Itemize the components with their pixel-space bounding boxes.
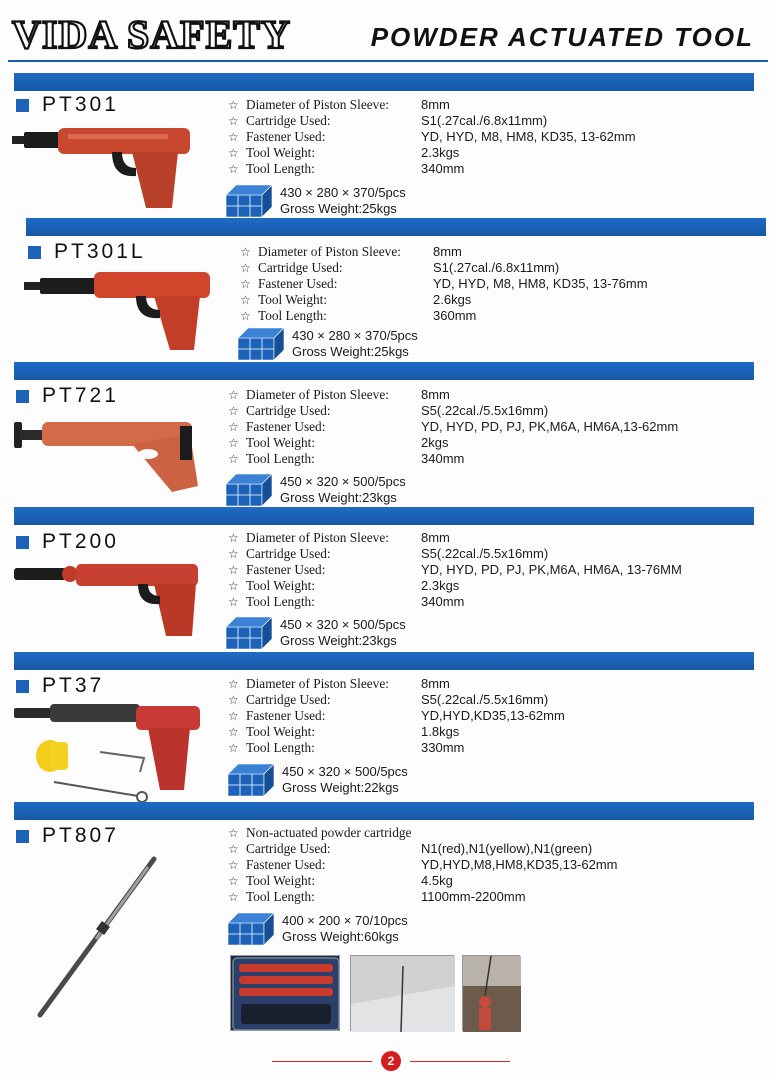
product-title xyxy=(16,824,119,848)
spec-row: ☆ Tool Weight: 2kgs xyxy=(228,435,449,450)
extension-pole-tool-image xyxy=(36,855,160,1019)
star-icon: ☆ xyxy=(228,114,239,128)
section-bar xyxy=(14,652,754,670)
bullet-square xyxy=(16,99,29,112)
page-number: 2 xyxy=(381,1051,401,1071)
carton-icon xyxy=(226,185,272,217)
packing-info: 450 × 320 × 500/5pcs Gross Weight:22kgs xyxy=(228,764,408,796)
nail-gun-image xyxy=(12,412,202,494)
product-title xyxy=(16,530,119,554)
spec-row: ☆ Cartridge Used: S5(.22cal./5.5x16mm) xyxy=(228,546,549,561)
packing-info: 400 × 200 × 70/10pcs Gross Weight:60kgs xyxy=(228,913,408,945)
spec-list xyxy=(240,244,648,324)
carton-icon xyxy=(228,913,274,945)
bullet-square xyxy=(16,390,29,403)
star-icon: ☆ xyxy=(228,826,239,840)
packing-info: 430 × 280 × 370/5pcs Gross Weight:25kgs xyxy=(238,328,418,360)
worker-using-tool-photo xyxy=(462,955,520,1031)
brand-logo xyxy=(10,8,291,57)
star-icon: ☆ xyxy=(228,98,239,112)
star-icon: ☆ xyxy=(228,146,239,160)
star-icon: ☆ xyxy=(228,531,239,545)
svg-text:VIDA SAFETY: VIDA SAFETY xyxy=(12,12,291,57)
product-name: PT807 xyxy=(42,824,119,847)
nail-gun-image xyxy=(14,702,204,806)
spec-row: ☆ Cartridge Used: S5(.22cal./5.5x16mm) xyxy=(228,403,549,418)
star-icon: ☆ xyxy=(228,677,239,691)
spec-list xyxy=(228,825,618,905)
star-icon: ☆ xyxy=(228,420,239,434)
star-icon: ☆ xyxy=(228,858,239,872)
bullet-square xyxy=(16,830,29,843)
spec-row: ☆ Tool Length: 340mm xyxy=(228,594,465,609)
spec-row: ☆ Tool Weight: 2.3kgs xyxy=(228,145,460,160)
product-name: PT200 xyxy=(42,530,119,553)
star-icon: ☆ xyxy=(228,547,239,561)
packing-info: 450 × 320 × 500/5pcs Gross Weight:23kgs xyxy=(226,617,406,649)
section-bar xyxy=(14,507,754,525)
spec-row: ☆ Fastener Used: YD, HYD, M8, HM8, KD35, 13-62mm xyxy=(228,129,636,144)
page-title: POWDER ACTUATED TOOL xyxy=(370,22,754,52)
star-icon: ☆ xyxy=(228,452,239,466)
spec-row: ☆ Diameter of Piston Sleeve: 8mm xyxy=(228,97,450,112)
spec-list xyxy=(228,97,636,177)
star-icon: ☆ xyxy=(240,245,251,259)
spec-row: ☆ Tool Weight: 2.6kgs xyxy=(240,292,472,307)
spec-row: ☆ Non-actuated powder cartridge xyxy=(228,825,412,840)
star-icon: ☆ xyxy=(228,130,239,144)
tool-kit-case-photo xyxy=(230,955,340,1031)
spec-row: ☆ Tool Length: 330mm xyxy=(228,740,465,755)
product-title xyxy=(28,240,146,264)
ceiling-installation-photo xyxy=(350,955,454,1031)
product-title xyxy=(16,674,104,698)
spec-list xyxy=(228,676,565,756)
spec-row: ☆ Fastener Used: YD, HYD, PD, PJ, PK,M6A, HM6A,13-62mm xyxy=(228,419,679,434)
star-icon: ☆ xyxy=(228,563,239,577)
spec-row: ☆ Diameter of Piston Sleeve: 8mm xyxy=(228,387,450,402)
star-icon: ☆ xyxy=(228,693,239,707)
spec-row: ☆ Tool Length: 340mm xyxy=(228,451,465,466)
nail-gun-image xyxy=(24,262,214,354)
spec-row: ☆ Diameter of Piston Sleeve: 8mm xyxy=(228,530,450,545)
spec-row: ☆ Tool Weight: 4.5kg xyxy=(228,873,453,888)
carton-icon xyxy=(226,617,272,649)
spec-row: ☆ Tool Length: 360mm xyxy=(240,308,477,323)
star-icon: ☆ xyxy=(228,741,239,755)
spec-row: ☆ Tool Weight: 1.8kgs xyxy=(228,724,460,739)
spec-row: ☆ Diameter of Piston Sleeve: 8mm xyxy=(240,244,462,259)
star-icon: ☆ xyxy=(228,874,239,888)
bullet-square xyxy=(16,536,29,549)
bullet-square xyxy=(16,680,29,693)
product-name: PT301L xyxy=(54,240,146,263)
star-icon: ☆ xyxy=(228,388,239,402)
packing-info: 430 × 280 × 370/5pcs Gross Weight:25kgs xyxy=(226,185,406,217)
spec-row: ☆ Diameter of Piston Sleeve: 8mm xyxy=(228,676,450,691)
product-title xyxy=(16,384,119,408)
nail-gun-image xyxy=(12,112,202,212)
star-icon: ☆ xyxy=(228,595,239,609)
spec-row: ☆ Tool Length: 1100mm-2200mm xyxy=(228,889,526,904)
header-rule xyxy=(8,60,768,62)
spec-row: ☆ Tool Length: 340mm xyxy=(228,161,465,176)
spec-row: ☆ Fastener Used: YD, HYD, M8, HM8, KD35, 13-76mm xyxy=(240,276,648,291)
bullet-square xyxy=(28,246,41,259)
star-icon: ☆ xyxy=(228,436,239,450)
star-icon: ☆ xyxy=(228,890,239,904)
footer-rule-right xyxy=(410,1061,510,1062)
footer-rule-left xyxy=(272,1061,372,1062)
section-bar xyxy=(26,218,766,236)
spec-row: ☆ Cartridge Used: S1(.27cal./6.8x11mm) xyxy=(228,113,548,128)
spec-list xyxy=(228,387,678,467)
section-bar xyxy=(14,362,754,380)
star-icon: ☆ xyxy=(228,404,239,418)
star-icon: ☆ xyxy=(228,842,239,856)
star-icon: ☆ xyxy=(228,709,239,723)
star-icon: ☆ xyxy=(240,277,251,291)
star-icon: ☆ xyxy=(240,261,251,275)
carton-icon xyxy=(238,328,284,360)
spec-row: ☆ Fastener Used: YD, HYD, PD, PJ, PK,M6A, HM6A, 13-76MM xyxy=(228,562,682,577)
spec-row: ☆ Fastener Used: YD,HYD,KD35,13-62mm xyxy=(228,708,565,723)
spec-row: ☆ Fastener Used: YD,HYD,M8,HM8,KD35,13-62mm xyxy=(228,857,618,872)
spec-row: ☆ Tool Weight: 2.3kgs xyxy=(228,578,460,593)
spec-row: ☆ Cartridge Used: S1(.27cal./6.8x11mm) xyxy=(240,260,560,275)
section-bar xyxy=(14,73,754,91)
star-icon: ☆ xyxy=(228,725,239,739)
nail-gun-image xyxy=(14,558,204,640)
star-icon: ☆ xyxy=(228,579,239,593)
carton-icon xyxy=(228,764,274,796)
product-name: PT301 xyxy=(42,93,119,116)
product-name: PT721 xyxy=(42,384,119,407)
carton-icon xyxy=(226,474,272,506)
spec-row: ☆ Cartridge Used: S5(.22cal./5.5x16mm) xyxy=(228,692,549,707)
star-icon: ☆ xyxy=(240,293,251,307)
spec-row: ☆ Cartridge Used: N1(red),N1(yellow),N1(green) xyxy=(228,841,593,856)
star-icon: ☆ xyxy=(240,309,251,323)
section-bar xyxy=(14,802,754,820)
packing-info: 450 × 320 × 500/5pcs Gross Weight:23kgs xyxy=(226,474,406,506)
star-icon: ☆ xyxy=(228,162,239,176)
product-name: PT37 xyxy=(42,674,105,697)
spec-list xyxy=(228,530,682,610)
